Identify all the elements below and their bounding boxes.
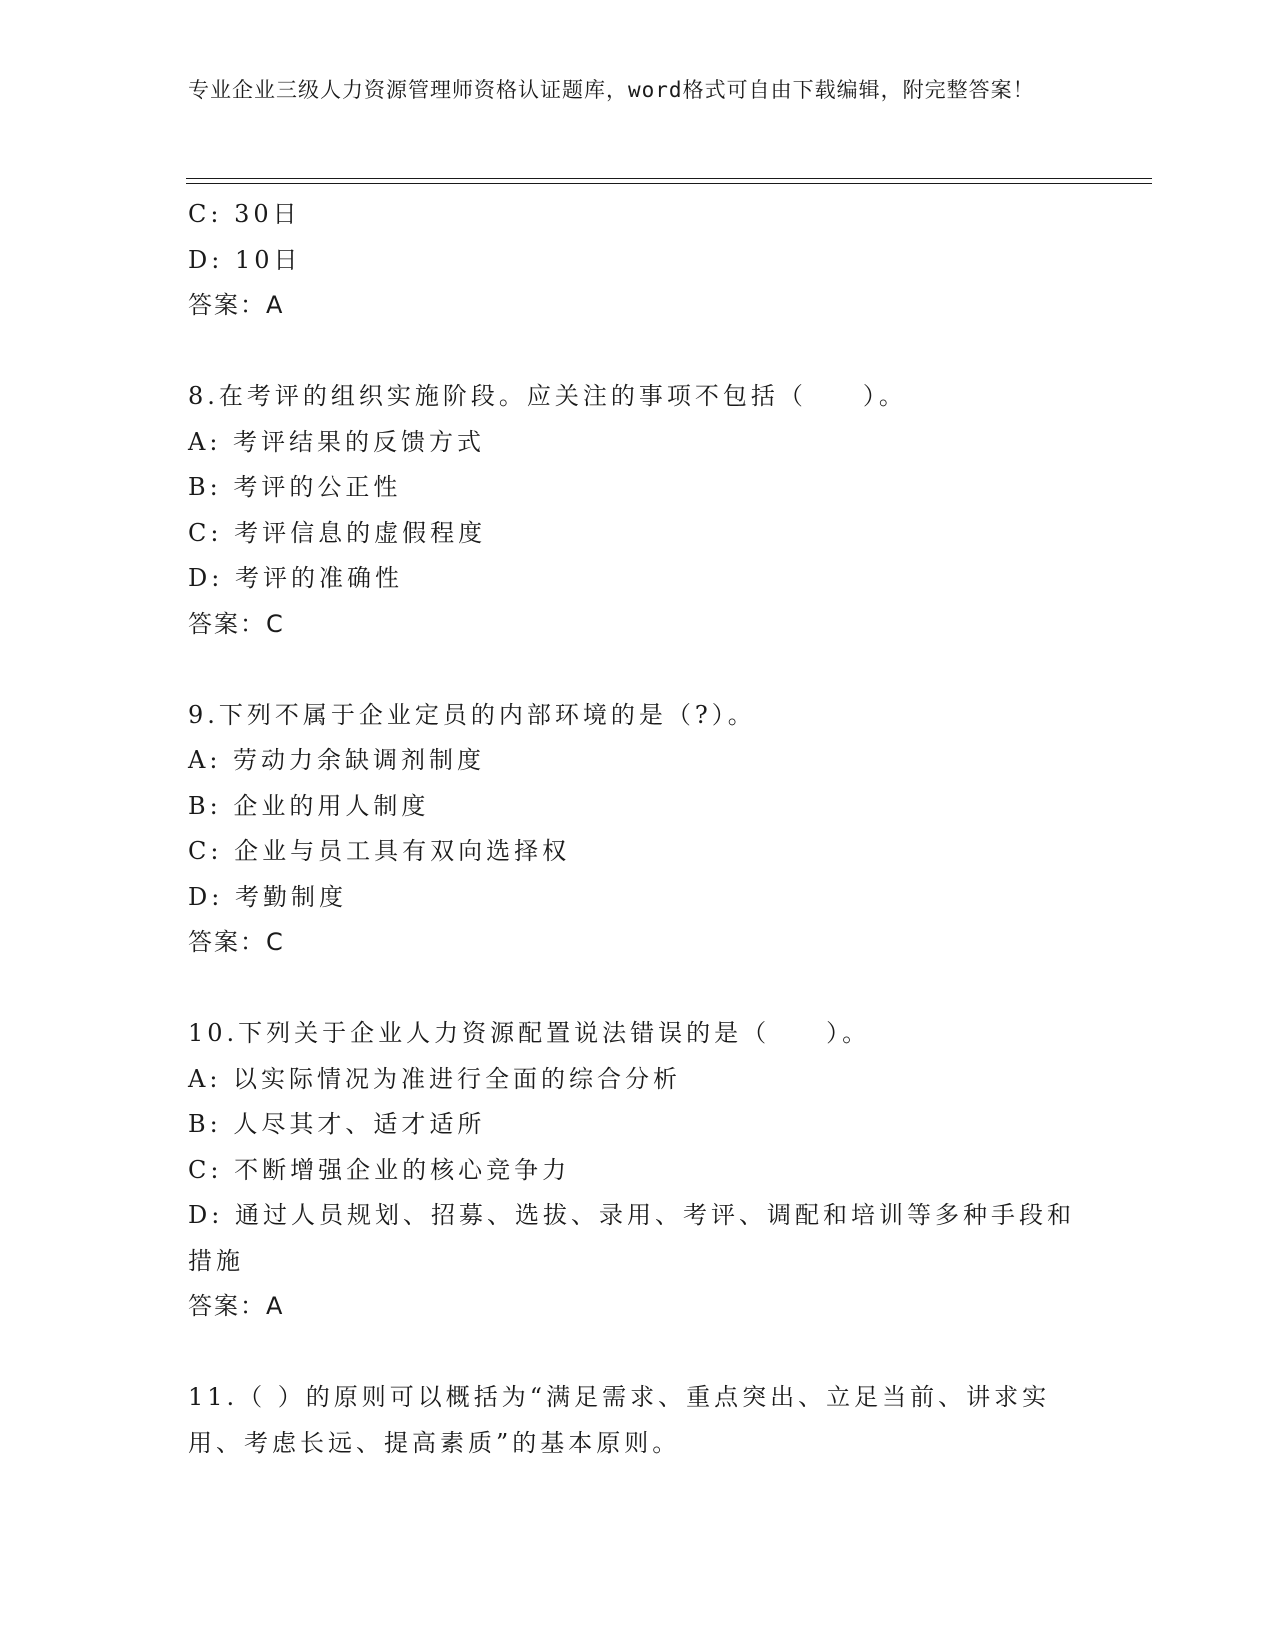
document-header: 专业企业三级人力资源管理师资格认证题库，word格式可自由下载编辑，附完整答案！ <box>188 78 1035 102</box>
answer-line: 答案：A <box>188 1292 285 1320</box>
option-c: C: 30日 <box>188 200 301 228</box>
spacer <box>188 966 1088 1012</box>
option-b: B: 考评的公正性 <box>188 473 402 501</box>
spacer <box>188 647 1088 693</box>
answer-line: 答案：C <box>188 928 285 956</box>
question-block <box>188 192 1088 329</box>
question-stem: 9.下列不属于企业定员的内部环境的是（?）。 <box>188 700 756 729</box>
option-b: B: 人尽其才、适才适所 <box>188 1110 486 1138</box>
option-c: C: 考评信息的虚假程度 <box>188 518 487 547</box>
option-d: D: 考评的准确性 <box>188 564 403 592</box>
option-a: A: 以实际情况为准进行全面的综合分析 <box>188 1064 682 1093</box>
option-b: B: 企业的用人制度 <box>188 791 430 820</box>
option-d: D: 通过人员规划、招募、选拔、录用、考评、调配和培训等多种手段和措施 <box>188 1201 1075 1275</box>
question-stem: 10.下列关于企业人力资源配置说法错误的是（ ）。 <box>188 1019 871 1047</box>
question-block <box>188 1375 1088 1466</box>
option-d: D: 10日 <box>188 245 302 274</box>
question-stem: 8.在考评的组织实施阶段。应关注的事项不包括（ ）。 <box>188 382 907 410</box>
option-c: C: 不断增强企业的核心竞争力 <box>188 1155 571 1184</box>
spacer <box>188 329 1088 375</box>
option-a: A: 劳动力余缺调剂制度 <box>188 746 486 774</box>
answer-line: 答案：A <box>188 291 285 319</box>
option-a: A: 考评结果的反馈方式 <box>188 427 486 456</box>
option-d: D: 考勤制度 <box>188 882 347 911</box>
question-block <box>188 693 1088 966</box>
header-divider-bottom <box>186 183 1152 184</box>
question-stem: 11.（ ）的原则可以概括为“满足需求、重点突出、立足当前、讲求实用、考虑长远、提高素质”的基本原则。 <box>188 1383 1051 1457</box>
header-divider-top <box>186 178 1152 179</box>
option-c: C: 企业与员工具有双向选择权 <box>188 837 571 865</box>
answer-line: 答案：C <box>188 609 285 638</box>
question-block <box>188 1011 1088 1330</box>
question-block <box>188 374 1088 647</box>
spacer <box>188 1330 1088 1376</box>
question-list <box>188 192 1088 1466</box>
